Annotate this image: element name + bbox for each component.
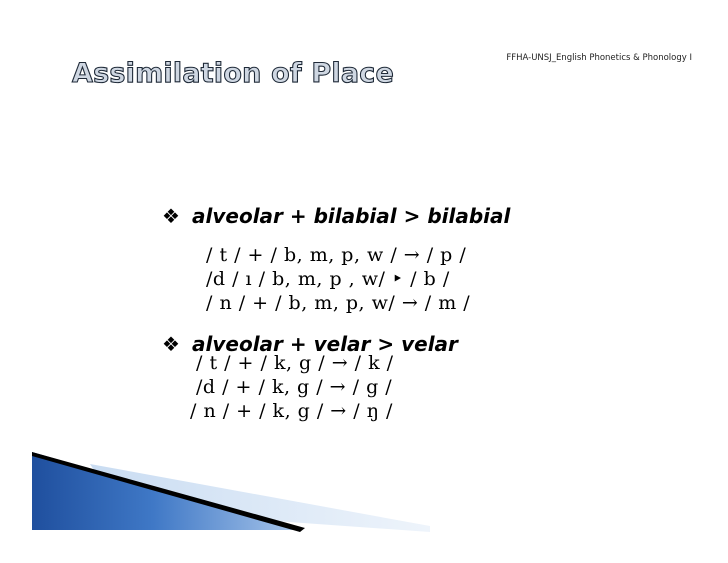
rule-t-bilabial: / t / + / b, m, p, w / → / p / bbox=[206, 244, 467, 266]
bullet-alveolar-bilabial bbox=[162, 204, 510, 228]
rule-d-bilabial: /d / ı / b, m, p , w/ ‣ / b / bbox=[206, 268, 450, 290]
bullet-heading: alveolar + bilabial > bilabial bbox=[192, 204, 511, 228]
rule-n-velar: / n / + / k, g / → / ŋ / bbox=[190, 400, 393, 422]
corner-decoration bbox=[0, 440, 430, 535]
course-header: FFHA-UNSJ_English Phonetics & Phonology I bbox=[506, 53, 692, 63]
rule-t-velar: / t / + / k, g / → / k / bbox=[196, 352, 394, 374]
rule-n-bilabial: / n / + / b, m, p, w/ → / m / bbox=[206, 292, 471, 314]
diamond-bullet-icon: ❖ bbox=[162, 332, 180, 356]
slide-title: Assimilation of Place bbox=[72, 58, 394, 89]
bullet-heading: alveolar + velar > velar bbox=[192, 332, 458, 356]
diamond-bullet-icon: ❖ bbox=[162, 204, 180, 228]
rule-d-velar: /d / + / k, g / → / g / bbox=[196, 376, 393, 398]
